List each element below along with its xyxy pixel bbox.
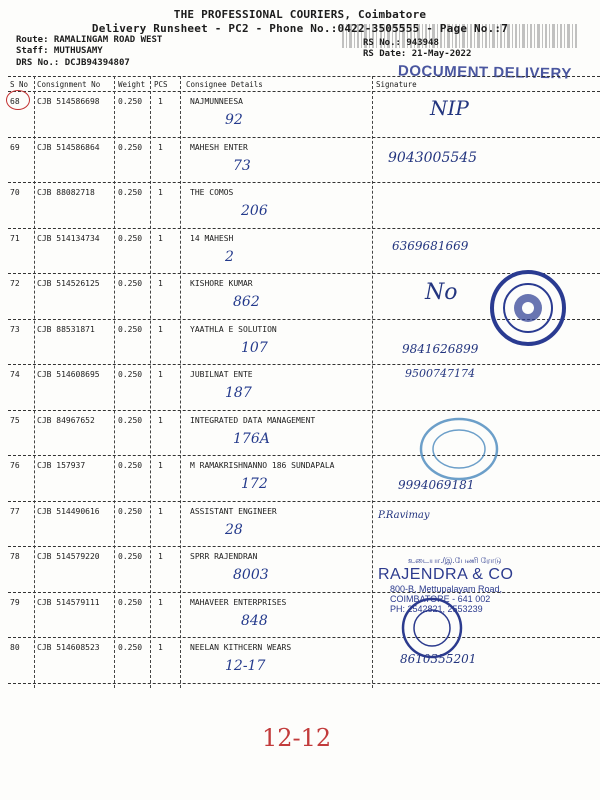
row-signature: 9043005545	[388, 149, 478, 166]
row-consignment-no: CJB 514526125	[37, 279, 100, 288]
row-signature: 9500747174	[405, 367, 475, 380]
row-sno: 79	[10, 597, 20, 607]
drs-number: DRS No.: DCJB94394807	[16, 58, 130, 68]
row-pcs: 1	[158, 97, 163, 106]
row-weight: 0.250	[118, 142, 143, 152]
row-weight: 0.250	[118, 643, 143, 652]
row-consignment-no: CJB 84967652	[37, 415, 95, 425]
col-header-sno: S No	[10, 80, 29, 89]
stamp-address-line-2: COIMBATORE - 641 002	[390, 594, 491, 604]
row-separator	[8, 501, 600, 502]
row-sno: 72	[10, 279, 20, 288]
row-consignee-name: 14 MAHESH	[190, 233, 234, 243]
row-sno: 73	[10, 324, 20, 334]
staff-label: Staff: MUTHUSAMY	[16, 46, 103, 56]
row-sno: 70	[10, 188, 20, 197]
row-sno: 74	[10, 370, 20, 379]
row-sno: 76	[10, 461, 20, 470]
row-weight: 0.250	[118, 324, 143, 334]
row-handwritten-number: 862	[233, 294, 260, 310]
row-consignment-no: CJB 514608523	[37, 643, 100, 652]
row-weight: 0.250	[118, 97, 143, 106]
row-consignee-name: MAHESH ENTER	[190, 142, 248, 152]
row-consignment-no: CJB 514134734	[37, 233, 100, 243]
stamp-address-line-3: PH: 2542821, 2553239	[390, 604, 483, 614]
row-separator	[8, 364, 600, 365]
row-consignment-no: CJB 88531871	[37, 324, 95, 334]
enterprise-seal	[418, 414, 500, 484]
row-separator	[8, 455, 600, 456]
rs-number: RS No.: 943948	[363, 38, 439, 48]
row-pcs: 1	[158, 552, 163, 561]
rajendra-company-stamp	[378, 556, 513, 614]
row-pcs: 1	[158, 370, 163, 379]
row-signature: 9994069181	[398, 478, 475, 492]
row-signature: 6369681669	[392, 238, 469, 253]
row-consignment-no: CJB 514579220	[37, 552, 100, 561]
stamp-address-line-1: 800-B, Mettupalayam Road,	[390, 584, 503, 594]
row-handwritten-number: 206	[241, 203, 268, 219]
row-separator	[8, 410, 600, 411]
row-pcs: 1	[158, 597, 163, 607]
row-weight: 0.250	[118, 552, 143, 561]
row-handwritten-number: 2	[225, 248, 234, 265]
row-separator	[8, 637, 600, 638]
row-pcs: 1	[158, 233, 163, 243]
row-weight: 0.250	[118, 370, 143, 379]
col-divider-consignment	[114, 76, 115, 688]
row-consignee-name: NEELAN KITHCERN WEARS	[190, 643, 292, 652]
footer-handwritten-note: 12-12	[262, 724, 332, 752]
row-handwritten-number: 12-17	[225, 658, 266, 674]
col-divider-sno	[34, 76, 35, 688]
row-handwritten-number: 187	[225, 385, 252, 401]
row-consignment-no: CJB 157937	[37, 461, 86, 470]
row-consignment-no: CJB 514490616	[37, 506, 100, 516]
row-handwritten-number: 176A	[233, 430, 270, 447]
row-handwritten-number: 848	[241, 612, 268, 629]
row-consignment-no: CJB 514608695	[37, 370, 100, 379]
row-consignment-no: CJB 514586864	[37, 142, 100, 152]
row-separator	[8, 182, 600, 183]
company-title: THE PROFESSIONAL COURIERS, Coimbatore	[173, 8, 427, 21]
row-consignee-name: JUBILNAT ENTE	[190, 370, 253, 379]
row-sno: 71	[10, 233, 20, 243]
row-pcs: 1	[158, 506, 163, 516]
row-weight: 0.250	[118, 415, 143, 425]
col-header-consignment: Consignment No	[37, 80, 101, 89]
runsheet-subtitle: Delivery Runsheet - PC2 - Phone No.:0422-3505555 - Page No.:7	[91, 22, 509, 35]
row-sno: 77	[10, 506, 20, 516]
stamp-tamil-line: உடையா./இ.பேணி ரோடு	[408, 556, 502, 565]
row-consignment-no: CJB 88082718	[37, 188, 95, 197]
row-consignee-name: YAATHLA E SOLUTION	[190, 324, 277, 334]
row-consignee-name: KISHORE KUMAR	[190, 279, 253, 288]
row-pcs: 1	[158, 188, 163, 197]
col-header-weight: Weight	[118, 80, 146, 89]
row-signature: No	[425, 280, 458, 305]
row-signature: NIP	[430, 96, 469, 120]
row-sno: 75	[10, 415, 20, 425]
col-divider-pcs	[180, 76, 181, 688]
row-handwritten-number: 172	[241, 476, 268, 492]
row-sno: 78	[10, 552, 20, 561]
row-handwritten-number: 107	[241, 339, 268, 356]
row-separator	[8, 546, 600, 547]
row-pcs: 1	[158, 643, 163, 652]
stamp-company-name: RAJENDRA & CO	[378, 566, 514, 583]
row-handwritten-number: 92	[225, 112, 243, 128]
row-signature: 9841626899	[402, 341, 479, 356]
header-rule-top	[8, 76, 600, 77]
row-consignment-no: CJB 514579111	[37, 597, 100, 607]
row-handwritten-number: 8003	[233, 567, 269, 583]
col-divider-consignee	[372, 76, 373, 688]
row-consignee-name: NAJMUNNEESA	[190, 97, 243, 106]
row-weight: 0.250	[118, 597, 143, 607]
row-weight: 0.250	[118, 506, 143, 516]
row-sno: 69	[10, 142, 20, 152]
row-consignee-name: MAHAVEER ENTERPRISES	[190, 597, 287, 607]
row-consignee-name: THE COMOS	[190, 188, 234, 197]
row-pcs: 1	[158, 461, 163, 470]
row-handwritten-number: 73	[233, 157, 251, 174]
header-rule-bottom	[8, 91, 600, 92]
row-consignee-name: INTEGRATED DATA MANAGEMENT	[190, 415, 316, 425]
document-delivery-stamp: DOCUMENT DELIVERY	[397, 62, 572, 83]
row-consignee-name: SPRR RAJENDRAN	[190, 552, 258, 561]
row-weight: 0.250	[118, 233, 143, 243]
col-header-pcs: PCS	[154, 80, 168, 89]
row-weight: 0.250	[118, 188, 143, 197]
row-separator	[8, 683, 600, 684]
row-signature: P.Ravimay	[378, 509, 430, 521]
row-handwritten-number: 28	[225, 521, 243, 538]
row-consignee-name: ASSISTANT ENGINEER	[190, 506, 277, 516]
row-separator	[8, 137, 600, 138]
row-consignee-name: M RAMAKRISHNANNO 186 SUNDAPALA	[190, 461, 335, 470]
rs-date: RS Date: 21-May-2022	[363, 49, 472, 59]
row-separator	[8, 228, 600, 229]
row-sno: 68	[10, 97, 20, 106]
route-label: Route: RAMALINGAM ROAD WEST	[16, 35, 163, 45]
col-divider-weight	[150, 76, 151, 688]
row-weight: 0.250	[118, 279, 143, 288]
row-signature: 8610355201	[400, 652, 477, 666]
insurance-seal	[488, 268, 568, 348]
row-pcs: 1	[158, 142, 163, 152]
col-header-consignee: Consignee Details	[186, 80, 263, 89]
row-pcs: 1	[158, 324, 163, 334]
row-pcs: 1	[158, 279, 163, 288]
row-weight: 0.250	[118, 461, 143, 470]
row-consignment-no: CJB 514586698	[37, 97, 100, 106]
row-pcs: 1	[158, 415, 163, 425]
row-sno: 80	[10, 643, 20, 652]
col-header-signature: Signature	[376, 80, 417, 89]
